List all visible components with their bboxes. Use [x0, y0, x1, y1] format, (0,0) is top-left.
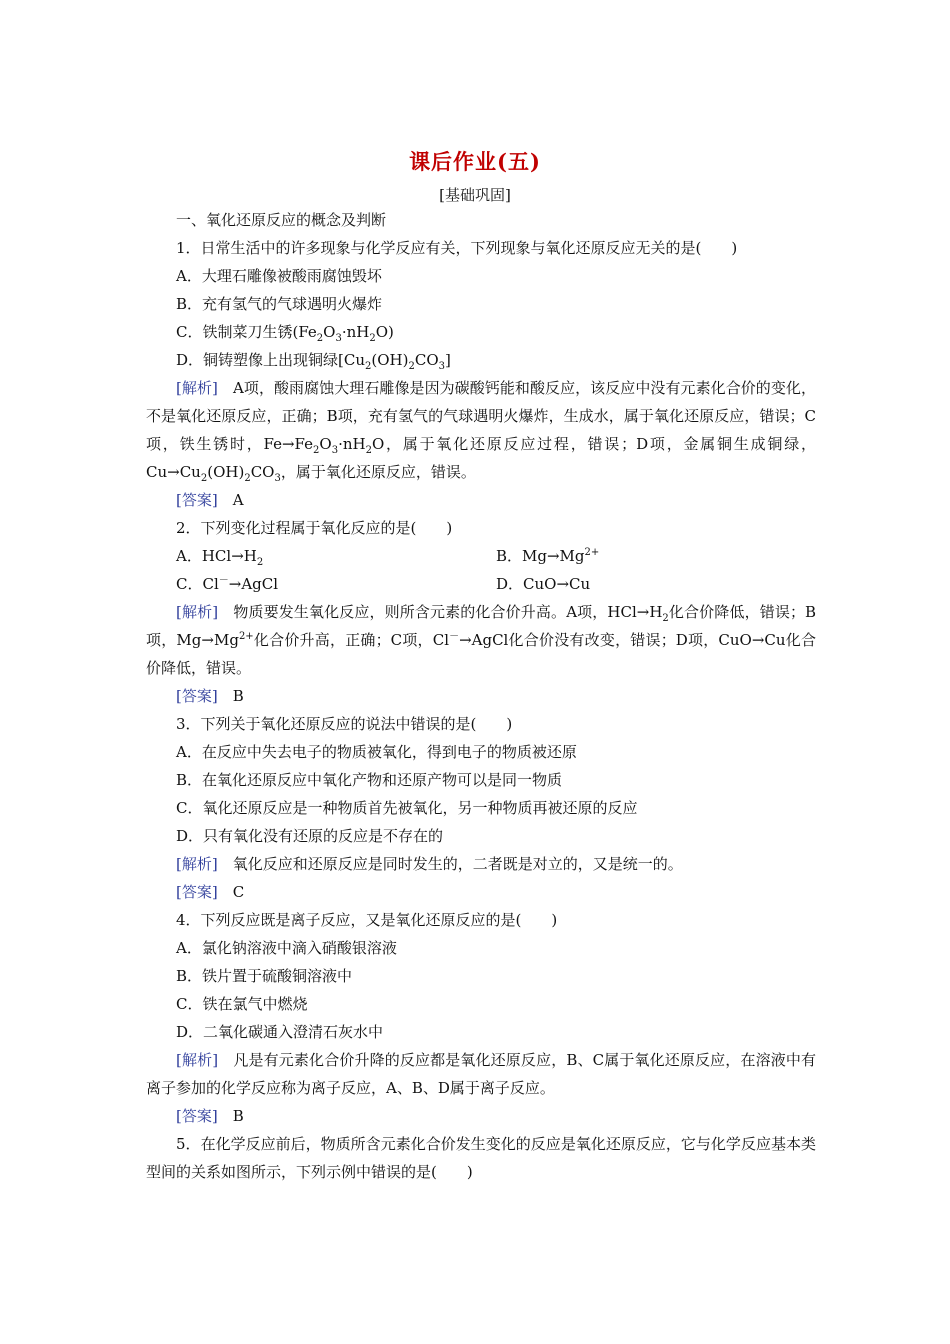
- question-3-option-d: D．只有氧化没有还原的反应是不存在的: [176, 827, 444, 845]
- question-2-option-d: D．CuO→Cu: [496, 575, 591, 593]
- question-1-stem: 1．日常生活中的许多现象与化学反应有关，下列现象与氧化还原反应无关的是( ): [176, 239, 738, 257]
- analysis-tag: [解析]: [176, 855, 218, 873]
- section-subtitle: [基础巩固]: [439, 186, 511, 204]
- answer-tag: [答案]: [176, 491, 218, 509]
- question-1-option-d: D．铜铸塑像上出现铜绿$[Cu_2(OH)_2CO_3]$: [176, 351, 451, 372]
- question-3-option-b: B．在氧化还原反应中氧化产物和还原产物可以是同一物质: [176, 771, 563, 789]
- question-4-stem: 4．下列反应既是离子反应，又是氧化还原反应的是( ): [176, 911, 558, 929]
- question-4-option-d: D．二氧化碳通入澄清石灰水中: [176, 1023, 384, 1041]
- question-2-options-row-2: [146, 570, 816, 598]
- document-body: [146, 206, 816, 1186]
- question-2-option-c: C．Cl－→AgCl: [176, 575, 279, 593]
- question-3-option-c: C．氧化还原反应是一种物质首先被氧化，另一种物质再被还原的反应: [176, 799, 638, 817]
- question-2-stem: 2．下列变化过程属于氧化反应的是( ): [176, 519, 453, 537]
- question-1-answer: [答案] A: [176, 491, 244, 509]
- analysis-tag: [解析]: [176, 1051, 219, 1069]
- question-3-option-a: A．在反应中失去电子的物质被氧化，得到电子的物质被还原: [176, 743, 577, 761]
- question-2-answer: [答案] B: [176, 687, 244, 705]
- page-title: 课后作业(五): [409, 149, 541, 174]
- question-3-stem: 3．下列关于氧化还原反应的说法中错误的是( ): [176, 715, 513, 733]
- section-heading: 一、氧化还原反应的概念及判断: [176, 211, 387, 229]
- question-1-option-b: B．充有氢气的气球遇明火爆炸: [176, 295, 383, 313]
- question-3-answer: [答案] C: [176, 883, 245, 901]
- question-4-analysis: [解析] 凡是有元素化合价升降的反应都是氧化还原反应，B、C属于氧化还原反应，在溶液中有离子参加的化学反应称为离子反应，A、B、D属于离子反应。: [146, 1051, 816, 1097]
- question-1-option-c: C．铁制菜刀生锈$(Fe_2O_3\cdot nH_2O)$: [176, 323, 394, 344]
- question-2-options-row-1: [146, 542, 816, 570]
- question-1-option-a: A．大理石雕像被酸雨腐蚀毁坏: [176, 267, 382, 285]
- question-4-option-a: A．氯化钠溶液中滴入硝酸银溶液: [176, 939, 397, 957]
- answer-tag: [答案]: [176, 883, 218, 901]
- question-3-analysis: [解析] 氧化反应和还原反应是同时发生的，二者既是对立的，又是统一的。: [176, 855, 683, 873]
- question-2-analysis: [解析] 物质要发生氧化反应，则所含元素的化合价升高。A项，$HCl\to H_2$化合价降低，错误；B项，$Mg\to Mg^{2+}$化合价升高，正确；C项，Cl－→AgCl化合价没有改变，错误；D项，CuO→Cu化合价降低，错误。: [146, 603, 816, 677]
- analysis-tag: [解析]: [176, 379, 218, 397]
- answer-tag: [答案]: [176, 687, 218, 705]
- answer-tag: [答案]: [176, 1107, 218, 1125]
- analysis-tag: [解析]: [176, 603, 219, 621]
- question-2-option-a: A．$HCl\to H_2$: [176, 547, 264, 568]
- question-4-option-b: B．铁片置于硫酸铜溶液中: [176, 967, 353, 985]
- question-5-stem: 5．在化学反应前后，物质所含元素化合价发生变化的反应是氧化还原反应，它与化学反应基本类型间的关系如图所示，下列示例中错误的是( ): [146, 1135, 816, 1181]
- question-4-option-c: C．铁在氯气中燃烧: [176, 995, 308, 1013]
- question-4-answer: [答案] B: [176, 1107, 244, 1125]
- question-2-option-b: B．$Mg\to Mg^{2+}$: [496, 547, 600, 565]
- question-1-analysis: [解析] A项，酸雨腐蚀大理石雕像是因为碳酸钙能和酸反应，该反应中没有元素化合价的变化，不是氧化还原反应，正确；B项，充有氢气的气球遇明火爆炸，生成水，属于氧化还原反应，错误；C项，铁生锈时，$Fe\to Fe_2O_3\cdot nH_2O$，属于氧化还原反应过程，错误；D项，金属铜生成铜绿，$Cu\to Cu_2(OH)_2CO_3$，属于氧化还原反应，错误。: [146, 379, 816, 484]
